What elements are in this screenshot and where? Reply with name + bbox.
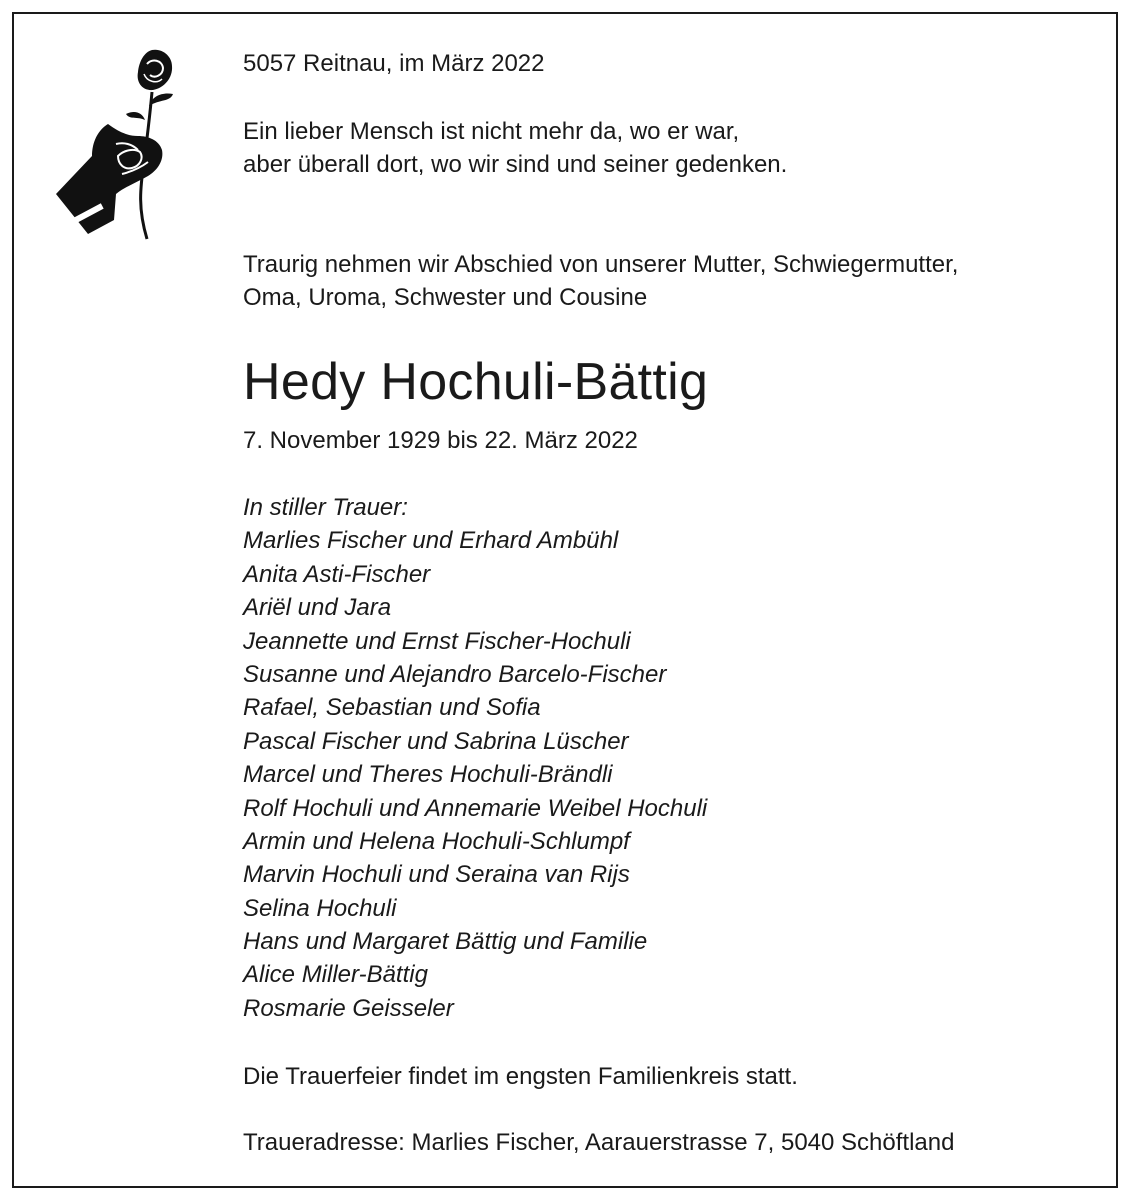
mourners-heading: In stiller Trauer: xyxy=(243,494,408,521)
mourners-list xyxy=(243,491,707,1025)
mourner-entry: Rafael, Sebastian und Sofia xyxy=(243,694,541,722)
mourner-entry: Pascal Fischer und Sabrina Lüscher xyxy=(243,727,629,755)
farewell-intro xyxy=(243,248,958,314)
memorial-quote xyxy=(243,115,787,181)
hand-holding-rose-icon xyxy=(52,44,177,244)
mourner-entry: Marlies Fischer und Erhard Ambühl xyxy=(243,527,619,555)
place-and-date: 5057 Reitnau, im März 2022 xyxy=(243,50,545,77)
mourner-entry: Anita Asti-Fischer xyxy=(243,560,431,588)
mourner-entry: Susanne und Alejandro Barcelo-Fischer xyxy=(243,660,667,688)
quote-line: Ein lieber Mensch ist nicht mehr da, wo er war, xyxy=(243,118,740,145)
deceased-name: Hedy Hochuli-Bättig xyxy=(243,353,709,411)
mourner-entry: Ariël und Jara xyxy=(243,594,392,622)
mourner-entry: Selina Hochuli xyxy=(243,894,397,922)
mourner-entry: Hans und Margaret Bättig und Familie xyxy=(243,928,648,956)
mourner-entry: Rosmarie Geisseler xyxy=(243,994,454,1022)
intro-line: Traurig nehmen wir Abschied von unserer Mutter, Schwiegermutter, xyxy=(243,251,959,278)
mourner-entry: Armin und Helena Hochuli-Schlumpf xyxy=(243,827,630,855)
mourner-entry: Rolf Hochuli und Annemarie Weibel Hochuli xyxy=(243,794,708,822)
ceremony-note: Die Trauerfeier findet im engsten Familienkreis statt. xyxy=(243,1063,798,1090)
life-dates: 7. November 1929 bis 22. März 2022 xyxy=(243,427,638,454)
mourning-address: Traueradresse: Marlies Fischer, Aarauerstrasse 7, 5040 Schöftland xyxy=(243,1129,955,1156)
intro-line: Oma, Uroma, Schwester und Cousine xyxy=(243,284,648,311)
mourner-entry: Marvin Hochuli und Seraina van Rijs xyxy=(243,861,630,889)
quote-line: aber überall dort, wo wir sind und seiner gedenken. xyxy=(243,151,788,178)
mourner-entry: Marcel und Theres Hochuli-Brändli xyxy=(243,761,613,789)
mourner-entry: Alice Miller-Bättig xyxy=(243,961,428,989)
mourner-entry: Jeannette und Ernst Fischer-Hochuli xyxy=(243,627,631,655)
